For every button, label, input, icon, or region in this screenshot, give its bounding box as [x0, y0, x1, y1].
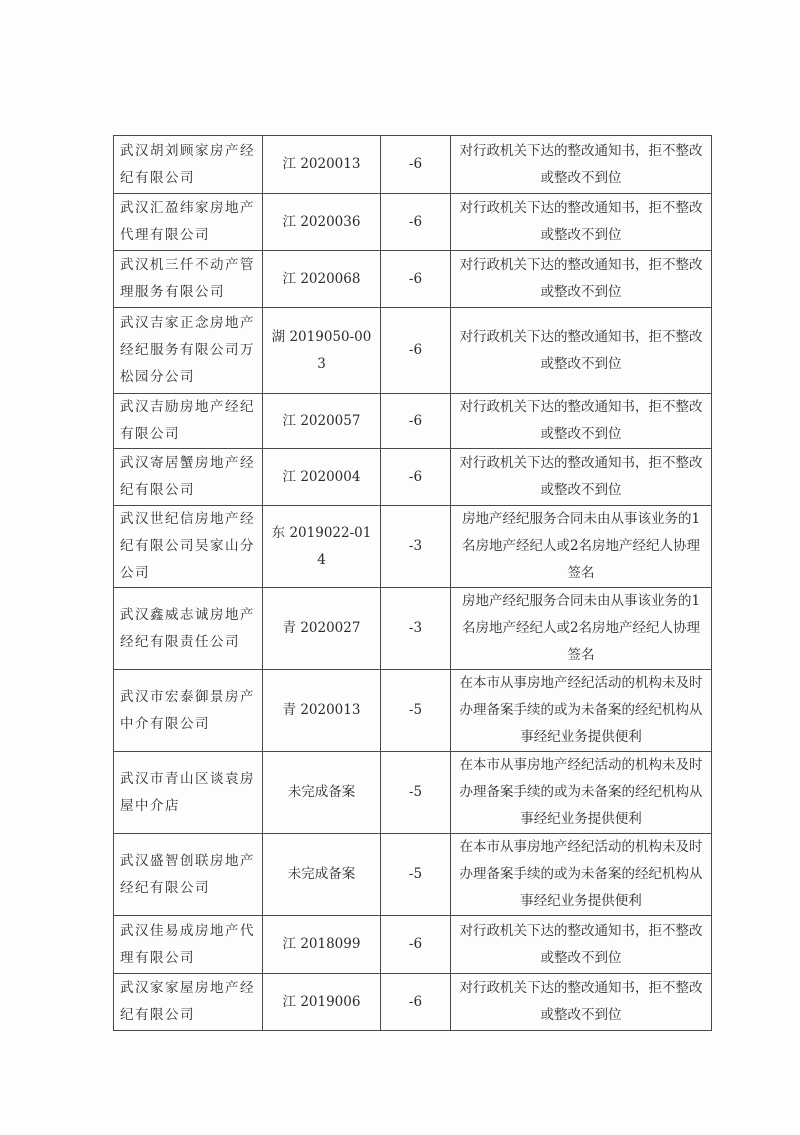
score-cell: -6 [381, 394, 451, 449]
company-name-cell: 武汉胡刘顾家房产经纪有限公司 [114, 136, 263, 194]
score-cell: -6 [381, 916, 451, 974]
company-name-cell: 武汉吉家正念房地产经纪服务有限公司万松园分公司 [114, 308, 263, 394]
violation-reason-cell: 对行政机关下达的整改通知书，拒不整改或整改不到位 [451, 251, 712, 308]
company-name-cell: 武汉吉励房地产经纪有限公司 [114, 394, 263, 449]
company-name-cell: 武汉寄居蟹房地产经纪有限公司 [114, 449, 263, 506]
violation-reason-cell: 房地产经纪服务合同未由从事该业务的1名房地产经纪人或2名房地产经纪人协理签名 [451, 506, 712, 588]
table-row [114, 308, 712, 394]
score-cell: -6 [381, 308, 451, 394]
penalty-table [113, 135, 712, 1031]
table-row [114, 916, 712, 974]
record-number-cell: 江 2020057 [263, 394, 381, 449]
violation-reason-cell: 对行政机关下达的整改通知书，拒不整改或整改不到位 [451, 449, 712, 506]
company-name-cell: 武汉汇盈纬家房地产代理有限公司 [114, 194, 263, 251]
table-row [114, 670, 712, 752]
violation-reason-cell: 对行政机关下达的整改通知书，拒不整改或整改不到位 [451, 974, 712, 1031]
record-number-cell: 江 2020004 [263, 449, 381, 506]
score-cell: -3 [381, 588, 451, 670]
table-row [114, 136, 712, 194]
table-row [114, 194, 712, 251]
record-number-cell: 未完成备案 [263, 834, 381, 916]
score-cell: -6 [381, 136, 451, 194]
violation-reason-cell: 对行政机关下达的整改通知书，拒不整改或整改不到位 [451, 308, 712, 394]
score-cell: -6 [381, 251, 451, 308]
company-name-cell: 武汉市青山区谈袁房屋中介店 [114, 752, 263, 834]
company-name-cell: 武汉机三仟不动产管理服务有限公司 [114, 251, 263, 308]
violation-reason-cell: 在本市从事房地产经纪活动的机构未及时办理备案手续的或为未备案的经纪机构从事经纪业务提供便利 [451, 670, 712, 752]
record-number-cell: 未完成备案 [263, 752, 381, 834]
violation-reason-cell: 房地产经纪服务合同未由从事该业务的1名房地产经纪人或2名房地产经纪人协理签名 [451, 588, 712, 670]
record-number-cell: 青 2020013 [263, 670, 381, 752]
score-cell: -6 [381, 449, 451, 506]
score-cell: -5 [381, 834, 451, 916]
score-cell: -5 [381, 670, 451, 752]
table-row [114, 974, 712, 1031]
company-name-cell: 武汉盛智创联房地产经纪有限公司 [114, 834, 263, 916]
violation-reason-cell: 对行政机关下达的整改通知书，拒不整改或整改不到位 [451, 394, 712, 449]
record-number-cell: 东 2019022-014 [263, 506, 381, 588]
score-cell: -3 [381, 506, 451, 588]
violation-reason-cell: 在本市从事房地产经纪活动的机构未及时办理备案手续的或为未备案的经纪机构从事经纪业务提供便利 [451, 752, 712, 834]
record-number-cell: 江 2020068 [263, 251, 381, 308]
company-name-cell: 武汉鑫威志诚房地产经纪有限责任公司 [114, 588, 263, 670]
table-row [114, 588, 712, 670]
table-row [114, 251, 712, 308]
table-row [114, 394, 712, 449]
score-cell: -5 [381, 752, 451, 834]
company-name-cell: 武汉世纪信房地产经纪有限公司吴家山分公司 [114, 506, 263, 588]
record-number-cell: 江 2020036 [263, 194, 381, 251]
record-number-cell: 江 2019006 [263, 974, 381, 1031]
table-row [114, 752, 712, 834]
company-name-cell: 武汉市宏泰御景房产中介有限公司 [114, 670, 263, 752]
table-row [114, 449, 712, 506]
record-number-cell: 江 2018099 [263, 916, 381, 974]
violation-reason-cell: 对行政机关下达的整改通知书，拒不整改或整改不到位 [451, 136, 712, 194]
violation-reason-cell: 在本市从事房地产经纪活动的机构未及时办理备案手续的或为未备案的经纪机构从事经纪业务提供便利 [451, 834, 712, 916]
score-cell: -6 [381, 194, 451, 251]
violation-reason-cell: 对行政机关下达的整改通知书，拒不整改或整改不到位 [451, 194, 712, 251]
record-number-cell: 湖 2019050-003 [263, 308, 381, 394]
record-number-cell: 青 2020027 [263, 588, 381, 670]
score-cell: -6 [381, 974, 451, 1031]
company-name-cell: 武汉佳易成房地产代理有限公司 [114, 916, 263, 974]
table-row [114, 506, 712, 588]
company-name-cell: 武汉家家屋房地产经纪有限公司 [114, 974, 263, 1031]
record-number-cell: 江 2020013 [263, 136, 381, 194]
violation-reason-cell: 对行政机关下达的整改通知书，拒不整改或整改不到位 [451, 916, 712, 974]
table-row [114, 834, 712, 916]
